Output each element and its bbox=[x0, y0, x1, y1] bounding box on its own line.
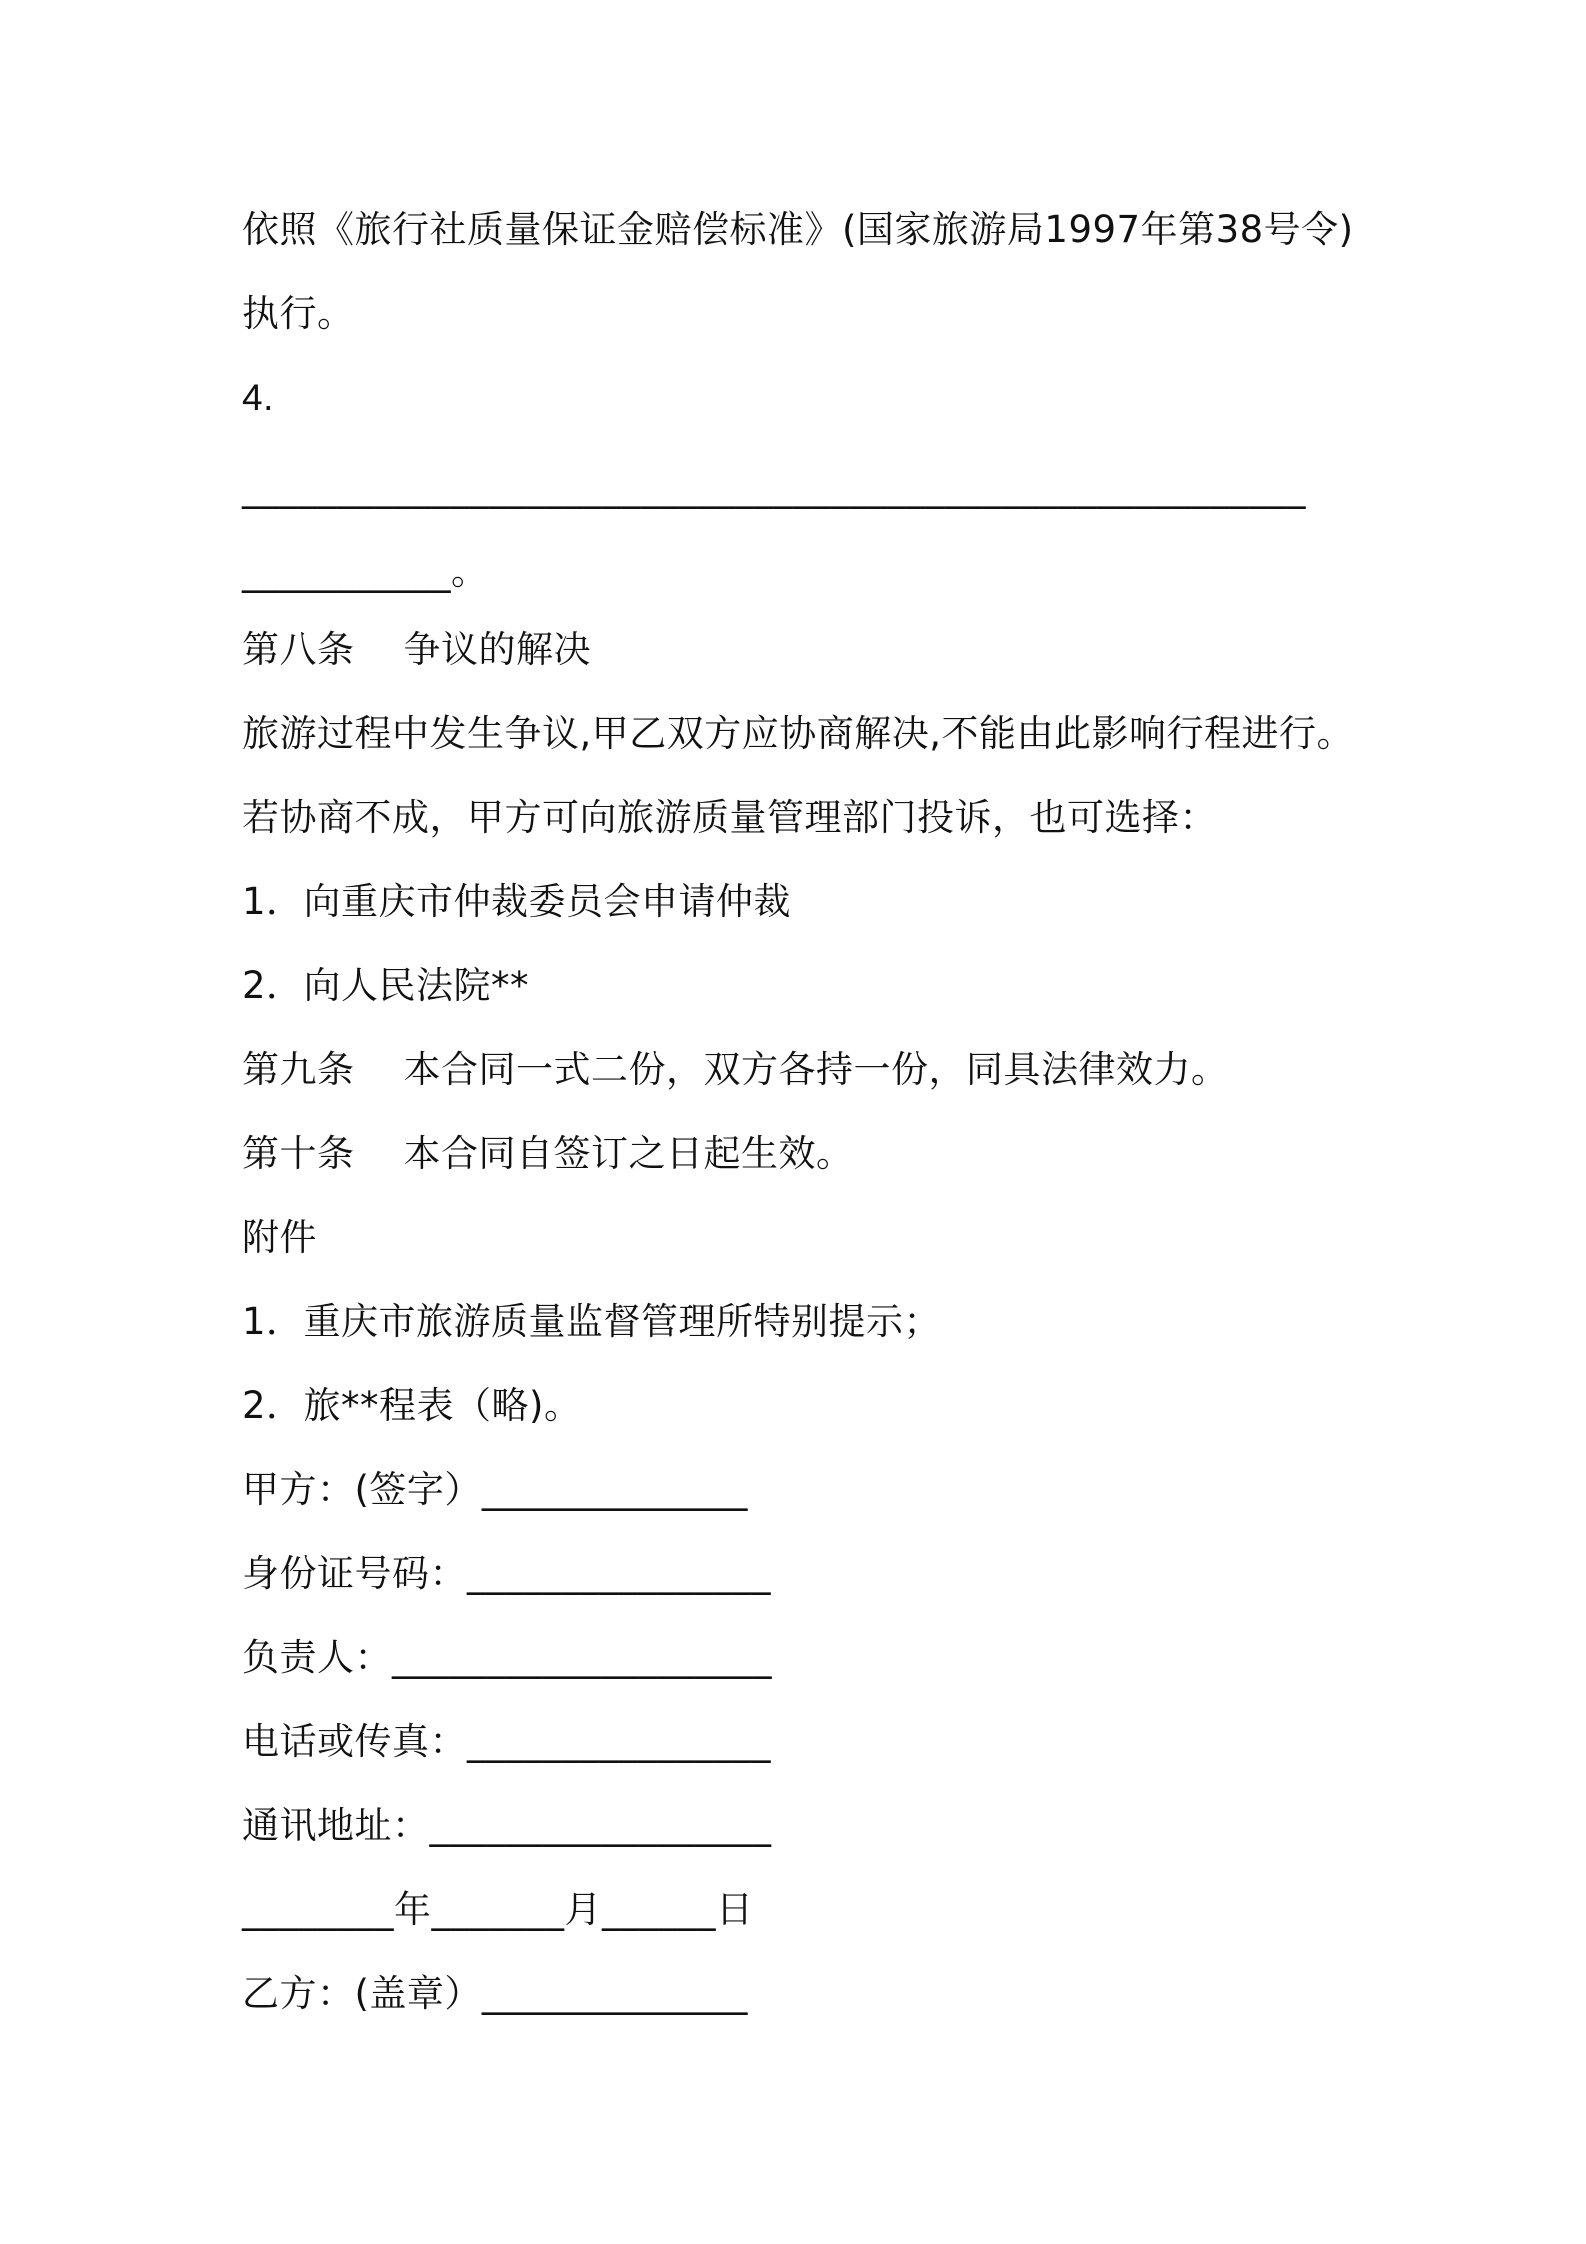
list-item: 2．旅**程表（略)。 bbox=[242, 1384, 582, 1427]
blank-fill-line: ________________________________________________________ bbox=[242, 466, 1306, 509]
address-field: 通讯地址：__________________ bbox=[242, 1804, 772, 1847]
list-item: 1．重庆市旅游质量监督管理所特别提示； bbox=[242, 1300, 942, 1343]
text-line: 依照《旅行社质量保证金赔偿标准》(国家旅游局1997年第38号令) bbox=[242, 208, 1354, 251]
seal-field-party-b: 乙方：(盖章）______________ bbox=[242, 1972, 748, 2015]
phone-fax-field: 电话或传真：________________ bbox=[242, 1720, 771, 1763]
text-line: 执行。 bbox=[242, 292, 355, 335]
blank-fill-line: ___________。 bbox=[242, 550, 489, 593]
responsible-person-field: 负责人：____________________ bbox=[242, 1636, 772, 1679]
section-heading: 第十条 本合同自签订之日起生效。 bbox=[242, 1132, 854, 1175]
text-line: 若协商不成，甲方可向旅游质量管理部门投诉，也可选择： bbox=[242, 796, 1217, 839]
id-number-field: 身份证号码：________________ bbox=[242, 1552, 771, 1595]
list-item: 2．向人民法院** bbox=[242, 964, 530, 1007]
signature-field-party-a: 甲方：(签字）______________ bbox=[242, 1468, 748, 1511]
list-item: 1．向重庆市仲裁委员会申请仲裁 bbox=[242, 880, 792, 923]
date-field: ________年_______月______日 bbox=[242, 1888, 754, 1931]
section-heading: 第九条 本合同一式二份，双方各持一份，同具法律效力。 bbox=[242, 1048, 1229, 1091]
item-number: 4. bbox=[242, 377, 274, 418]
attachment-heading: 附件 bbox=[242, 1216, 317, 1259]
text-line: 旅游过程中发生争议,甲乙双方应协商解决,不能由此影响行程进行。 bbox=[242, 712, 1355, 755]
section-heading: 第八条 争议的解决 bbox=[242, 628, 592, 671]
